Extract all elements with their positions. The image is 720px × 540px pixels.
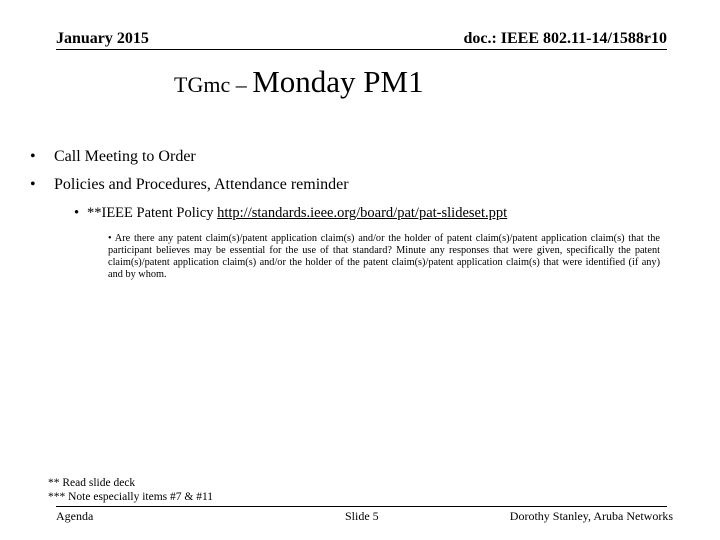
- footer-author: Dorothy Stanley, Aruba Networks: [509, 509, 673, 523]
- title-prefix: TGmc –: [174, 72, 253, 97]
- footer-agenda: Agenda: [56, 509, 94, 523]
- header-doc-id: doc.: IEEE 802.11-14/1588r10: [463, 30, 667, 47]
- notes: [48, 476, 213, 504]
- slide-title: [174, 64, 424, 106]
- header-date: January 2015: [56, 30, 149, 47]
- footer-divider: [56, 506, 667, 507]
- bullet-text: Policies and Procedures, Attendance reminder: [54, 176, 349, 193]
- bullet-marker: •: [30, 148, 36, 165]
- detail-text: Are there any patent claim(s)/patent application claim(s) and/or the holder of patent claim(s)/patent application claim(s) that the participant believes may be essential for the use of that standard? Minute any responses that were given, specifically the patent claim(s)/patent application claim(s) and/or the holder of the patent claim(s)/patent application claim(s) that were identified (if any) and by whom.: [108, 233, 660, 280]
- sub-bullet-patent-policy: [74, 203, 507, 223]
- bullet-text: Call Meeting to Order: [54, 148, 196, 165]
- sub-bullet-text: **IEEE Patent Policy: [87, 205, 218, 221]
- header-divider: [56, 49, 667, 50]
- bullet-policies: [30, 175, 349, 195]
- note-items: *** Note especially items #7 & #11: [48, 491, 214, 503]
- bullet-call-meeting: [30, 147, 196, 167]
- detail-marker: •: [108, 233, 112, 244]
- title-main: Monday PM1: [252, 64, 424, 99]
- footer-slide-number: Slide 5: [345, 509, 379, 523]
- patent-claims-paragraph: [108, 233, 660, 281]
- patent-policy-link[interactable]: http://standards.ieee.org/board/pat/pat-slideset.ppt: [217, 205, 508, 221]
- sub-bullet-marker: •: [74, 205, 80, 221]
- bullet-marker: •: [30, 176, 36, 193]
- note-read-slide-deck: ** Read slide deck: [48, 477, 136, 489]
